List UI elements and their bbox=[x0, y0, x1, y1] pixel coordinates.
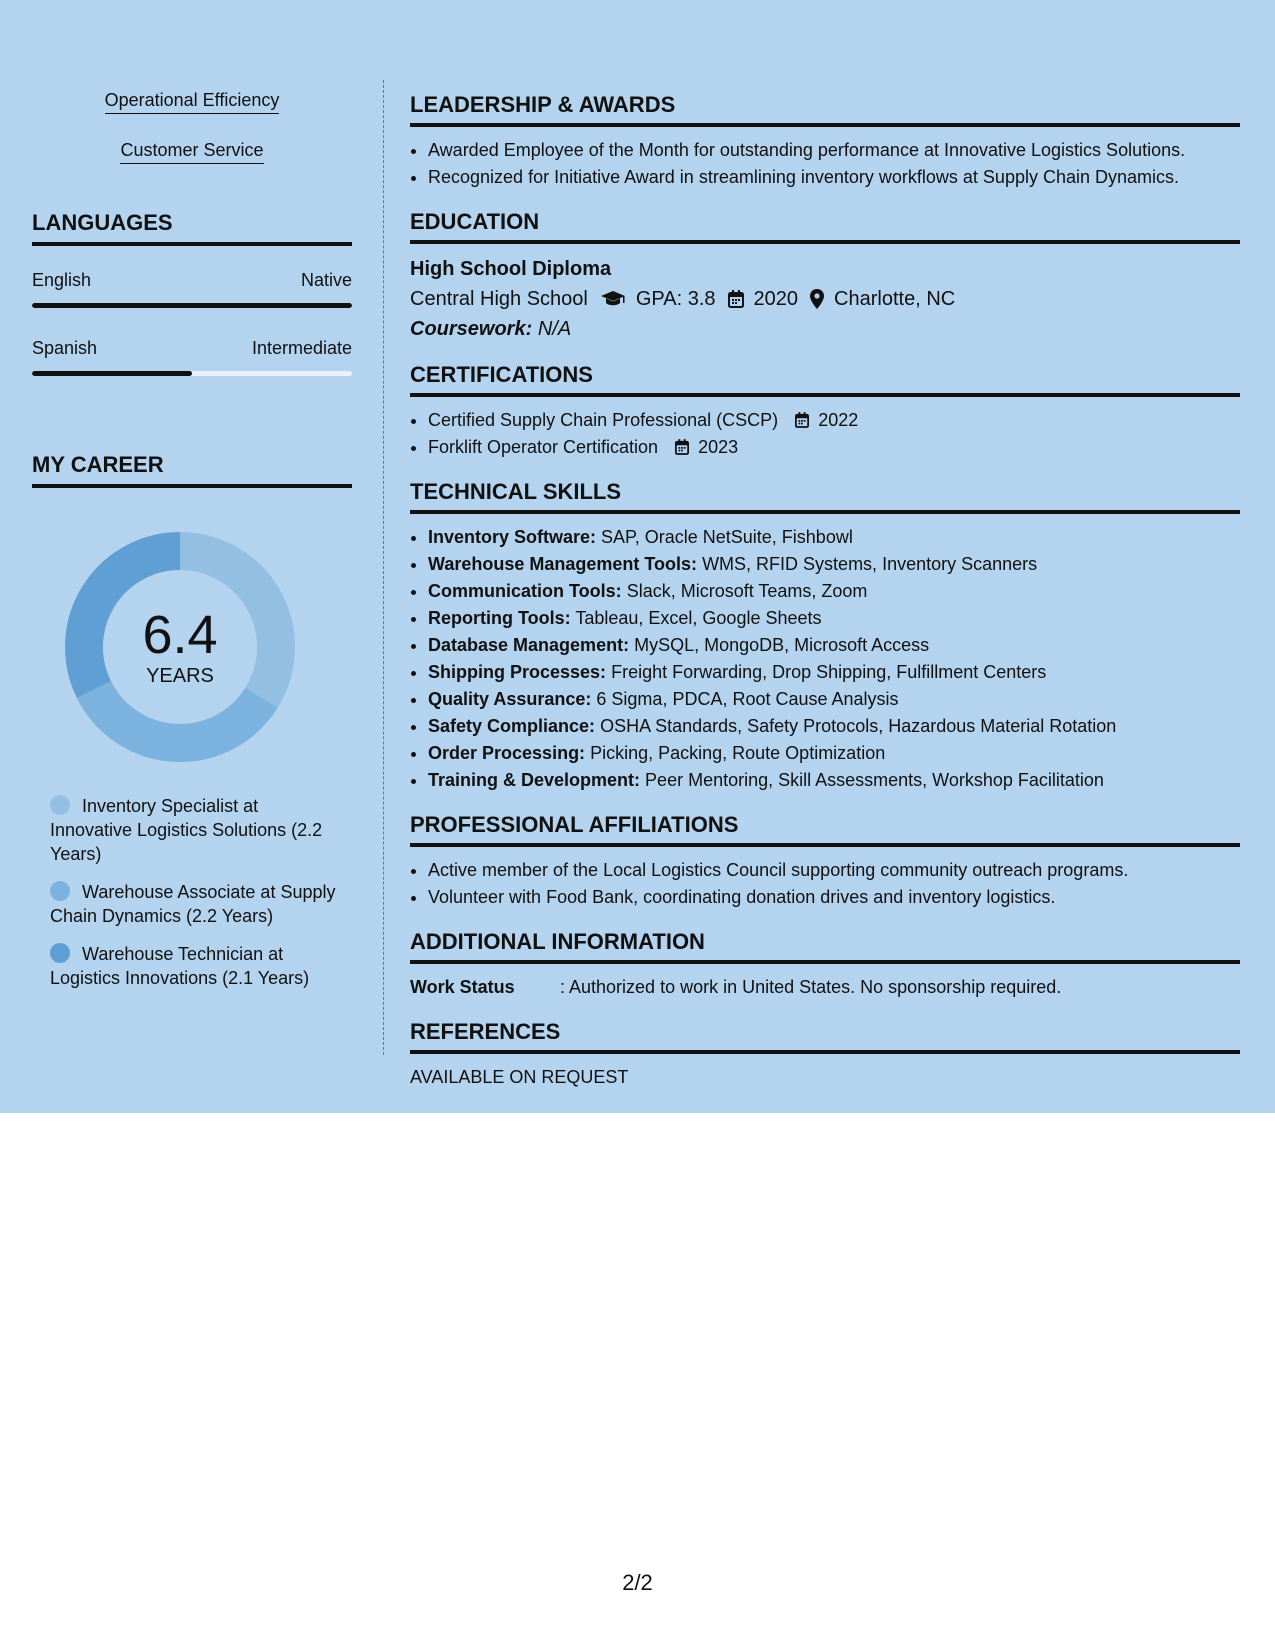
skill-label: Communication Tools: bbox=[428, 581, 622, 601]
language-row bbox=[32, 338, 352, 359]
skill-value: SAP, Oracle NetSuite, Fishbowl bbox=[601, 527, 853, 547]
skill-label: Quality Assurance: bbox=[428, 689, 592, 709]
language-name: English bbox=[32, 270, 92, 290]
career-entry-label: Warehouse Associate at Supply Chain Dynamics (2.2 Years) bbox=[50, 882, 336, 926]
certifications-section bbox=[410, 362, 1240, 461]
skill-label: Warehouse Management Tools: bbox=[428, 554, 698, 574]
career-entry bbox=[50, 794, 340, 866]
leadership-list bbox=[410, 137, 1240, 191]
skill-label: Training & Development: bbox=[428, 770, 641, 790]
strength-item bbox=[32, 80, 352, 130]
references-text: AVAILABLE ON REQUEST bbox=[410, 1067, 629, 1087]
calendar-icon bbox=[675, 439, 689, 455]
career-total-unit: YEARS bbox=[146, 664, 214, 687]
education-year: 2020 bbox=[753, 288, 799, 310]
work-status-label: Work Status bbox=[410, 977, 515, 997]
career-legend-dot bbox=[50, 943, 70, 963]
career-list bbox=[50, 794, 340, 990]
language-item bbox=[32, 338, 352, 376]
skill-item bbox=[428, 524, 1240, 551]
page-number: 2/2 bbox=[622, 1570, 653, 1595]
skill-value: Picking, Packing, Route Optimization bbox=[590, 743, 886, 763]
right-column bbox=[410, 92, 1240, 1109]
references-heading: REFERENCES bbox=[410, 1019, 1240, 1054]
skill-item bbox=[428, 740, 1240, 767]
leadership-heading: LEADERSHIP & AWARDS bbox=[410, 92, 1240, 127]
certification-name: Forklift Operator Certification bbox=[428, 437, 659, 457]
coursework-value: N/A bbox=[537, 318, 572, 340]
skill-value: WMS, RFID Systems, Inventory Scanners bbox=[702, 554, 1038, 574]
language-level: Native bbox=[300, 270, 352, 290]
affiliations-list bbox=[410, 857, 1240, 911]
certification-item bbox=[428, 407, 1240, 434]
location-pin-icon bbox=[810, 289, 824, 309]
graduation-cap-icon bbox=[600, 290, 626, 308]
work-status-row bbox=[410, 974, 1240, 1001]
skill-value: Freight Forwarding, Drop Shipping, Fulfillment Centers bbox=[611, 662, 1047, 682]
skills-heading: TECHNICAL SKILLS bbox=[410, 479, 1240, 514]
skill-item bbox=[428, 767, 1240, 794]
language-proficiency-bar bbox=[32, 303, 352, 308]
career-legend-dot bbox=[50, 881, 70, 901]
career-entry bbox=[50, 880, 340, 928]
education-section bbox=[410, 209, 1240, 344]
skill-value: OSHA Standards, Safety Protocols, Hazardous Material Rotation bbox=[600, 716, 1117, 736]
skill-item bbox=[428, 686, 1240, 713]
education-school: Central High School bbox=[410, 288, 588, 310]
certification-name: Certified Supply Chain Professional (CSCP) bbox=[428, 410, 779, 430]
affiliation-item: • Volunteer with Food Bank, coordinating donation drives and inventory logistics. bbox=[428, 884, 1240, 911]
career-entry-label: Inventory Specialist at Innovative Logistics Solutions (2.2 Years) bbox=[50, 796, 323, 864]
skill-value: Peer Mentoring, Skill Assessments, Workshop Facilitation bbox=[645, 770, 1104, 790]
career-donut-chart bbox=[65, 532, 295, 762]
certification-year: 2023 bbox=[698, 437, 739, 457]
career-heading: MY CAREER bbox=[32, 452, 352, 488]
education-details bbox=[410, 284, 1240, 314]
strength-item bbox=[32, 130, 352, 180]
skills-list bbox=[410, 524, 1240, 794]
leadership-item: • Awarded Employee of the Month for outstanding performance at Innovative Logistics Solutions. bbox=[428, 137, 1240, 164]
career-entry bbox=[50, 942, 340, 990]
career-entry-label: Warehouse Technician at Logistics Innovations (2.1 Years) bbox=[50, 944, 310, 988]
skill-value: MySQL, MongoDB, Microsoft Access bbox=[634, 635, 930, 655]
skill-label: Database Management: bbox=[428, 635, 630, 655]
career-donut-center bbox=[65, 532, 295, 762]
skill-item bbox=[428, 713, 1240, 740]
calendar-icon bbox=[795, 412, 809, 428]
language-level: Intermediate bbox=[251, 338, 352, 358]
leadership-section bbox=[410, 92, 1240, 191]
skill-label: Shipping Processes: bbox=[428, 662, 607, 682]
certification-item bbox=[428, 434, 1240, 461]
additional-section bbox=[410, 929, 1240, 1001]
column-divider bbox=[383, 80, 384, 1055]
education-gpa: GPA: 3.8 bbox=[635, 288, 716, 310]
references-section bbox=[410, 1019, 1240, 1091]
certification-year: 2022 bbox=[818, 410, 859, 430]
certifications-list bbox=[410, 407, 1240, 461]
coursework-label: Coursework: bbox=[410, 318, 533, 340]
skill-label: Safety Compliance: bbox=[428, 716, 596, 736]
language-proficiency-bar bbox=[32, 371, 352, 376]
work-status-value: : Authorized to work in United States. No sponsorship required. bbox=[560, 977, 1062, 997]
career-legend-dot bbox=[50, 795, 70, 815]
language-proficiency-fill bbox=[32, 303, 352, 308]
affiliation-item: • Active member of the Local Logistics Council supporting community outreach programs. bbox=[428, 857, 1240, 884]
affiliations-heading: PROFESSIONAL AFFILIATIONS bbox=[410, 812, 1240, 847]
languages-section bbox=[32, 210, 352, 376]
skill-value: Tableau, Excel, Google Sheets bbox=[575, 608, 822, 628]
skill-item bbox=[428, 578, 1240, 605]
skill-item bbox=[428, 605, 1240, 632]
skills-section bbox=[410, 479, 1240, 794]
leadership-item: • Recognized for Initiative Award in streamlining inventory workflows at Supply Chain Dynamics. bbox=[428, 164, 1240, 191]
skill-label: Reporting Tools: bbox=[428, 608, 571, 628]
skill-label: Order Processing: bbox=[428, 743, 586, 763]
strength-label: Operational Efficiency bbox=[105, 90, 280, 114]
career-section bbox=[32, 452, 352, 990]
language-row bbox=[32, 270, 352, 291]
language-proficiency-fill bbox=[32, 371, 192, 376]
left-column bbox=[32, 80, 352, 1004]
calendar-icon bbox=[728, 290, 744, 308]
languages-heading: LANGUAGES bbox=[32, 210, 352, 246]
skill-value: 6 Sigma, PDCA, Root Cause Analysis bbox=[596, 689, 899, 709]
skill-value: Slack, Microsoft Teams, Zoom bbox=[626, 581, 868, 601]
skill-item bbox=[428, 551, 1240, 578]
education-location: Charlotte, NC bbox=[834, 288, 956, 310]
skill-item bbox=[428, 632, 1240, 659]
education-heading: EDUCATION bbox=[410, 209, 1240, 244]
career-total-years: 6.4 bbox=[142, 604, 218, 665]
skill-label: Inventory Software: bbox=[428, 527, 597, 547]
strength-label: Customer Service bbox=[120, 140, 263, 164]
language-item bbox=[32, 270, 352, 308]
certifications-heading: CERTIFICATIONS bbox=[410, 362, 1240, 397]
affiliations-section bbox=[410, 812, 1240, 911]
education-degree: High School Diploma bbox=[410, 258, 612, 280]
additional-heading: ADDITIONAL INFORMATION bbox=[410, 929, 1240, 964]
skill-item bbox=[428, 659, 1240, 686]
education-coursework bbox=[410, 314, 1240, 344]
language-name: Spanish bbox=[32, 338, 98, 358]
